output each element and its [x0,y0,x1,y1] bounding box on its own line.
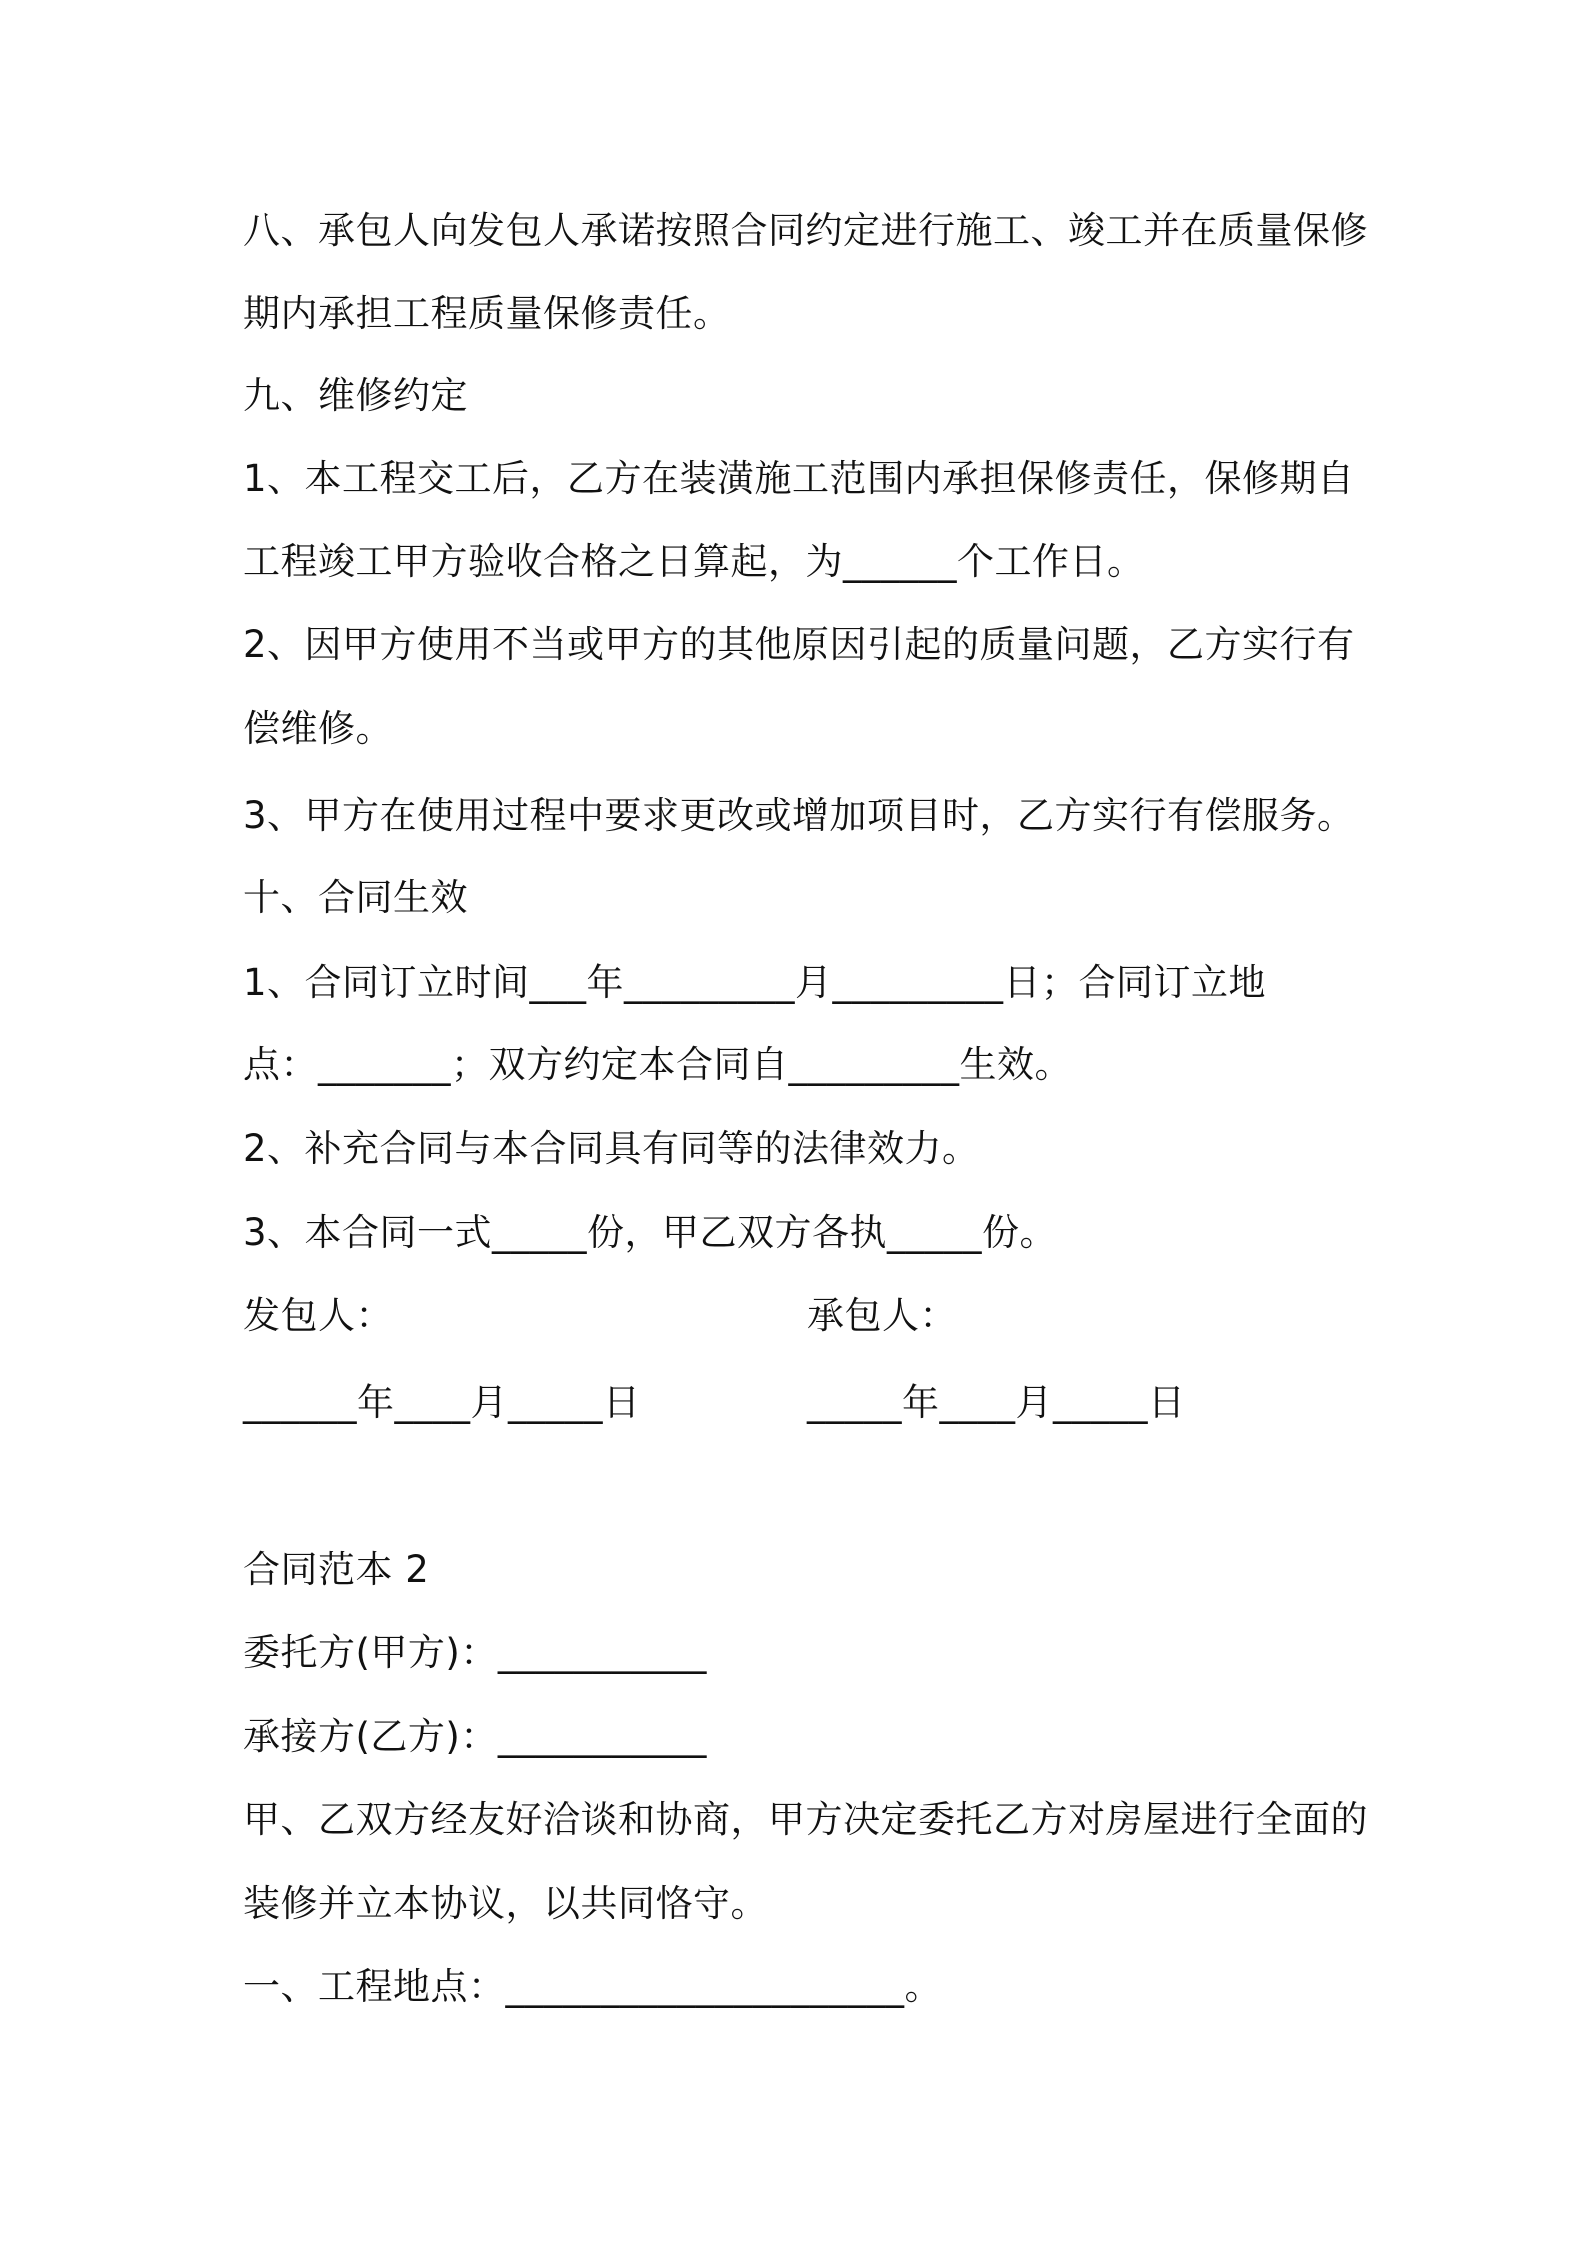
signature-label-contractor-owner: 发包人： [243,1294,393,1337]
maintenance-item-2-line-2: 偿维修。 [243,707,393,750]
contract-template-2-title: 合同范本 2 [243,1548,430,1591]
effectiveness-item-3: 3、本合同一式_____份，甲乙双方各执_____份。 [243,1211,1058,1254]
signature-date-left: ______年____月_____日 [243,1381,641,1424]
signature-label-contractor: 承包人： [807,1294,957,1337]
signature-date-right: _____年____月_____日 [807,1381,1186,1424]
clause-8-line-2: 期内承担工程质量保修责任。 [243,292,731,335]
effectiveness-item-2: 2、补充合同与本合同具有同等的法律效力。 [243,1127,980,1170]
maintenance-item-3: 3、甲方在使用过程中要求更改或增加项目时，乙方实行有偿服务。 [243,794,1355,837]
effectiveness-item-1-line-1: 1、合同订立时间___年_________月_________日；合同订立地 [243,961,1267,1004]
maintenance-item-1-line-1: 1、本工程交工后，乙方在装潢施工范围内承担保修责任，保修期自 [243,457,1355,500]
maintenance-item-1-line-2: 工程竣工甲方验收合格之日算起，为______个工作日。 [243,540,1145,583]
effectiveness-item-1-line-2: 点：_______；双方约定本合同自_________生效。 [243,1043,1072,1086]
agreement-preamble-line-2: 装修并立本协议，以共同恪守。 [243,1882,768,1925]
clause-8-line-1: 八、承包人向发包人承诺按照合同约定进行施工、竣工并在质量保修 [243,209,1368,252]
section-heading-maintenance: 九、维修约定 [243,374,468,417]
maintenance-item-2-line-1: 2、因甲方使用不当或甲方的其他原因引起的质量问题，乙方实行有 [243,623,1355,666]
agreement-preamble-line-1: 甲、乙双方经友好洽谈和协商，甲方决定委托乙方对房屋进行全面的 [243,1798,1368,1841]
clause-1-project-location: 一、工程地点：_____________________。 [243,1965,942,2008]
section-heading-effectiveness: 十、合同生效 [243,876,468,919]
contractor-party-b-line: 承接方(乙方)：___________ [243,1715,707,1758]
client-party-a-line: 委托方(甲方)：___________ [243,1631,707,1674]
